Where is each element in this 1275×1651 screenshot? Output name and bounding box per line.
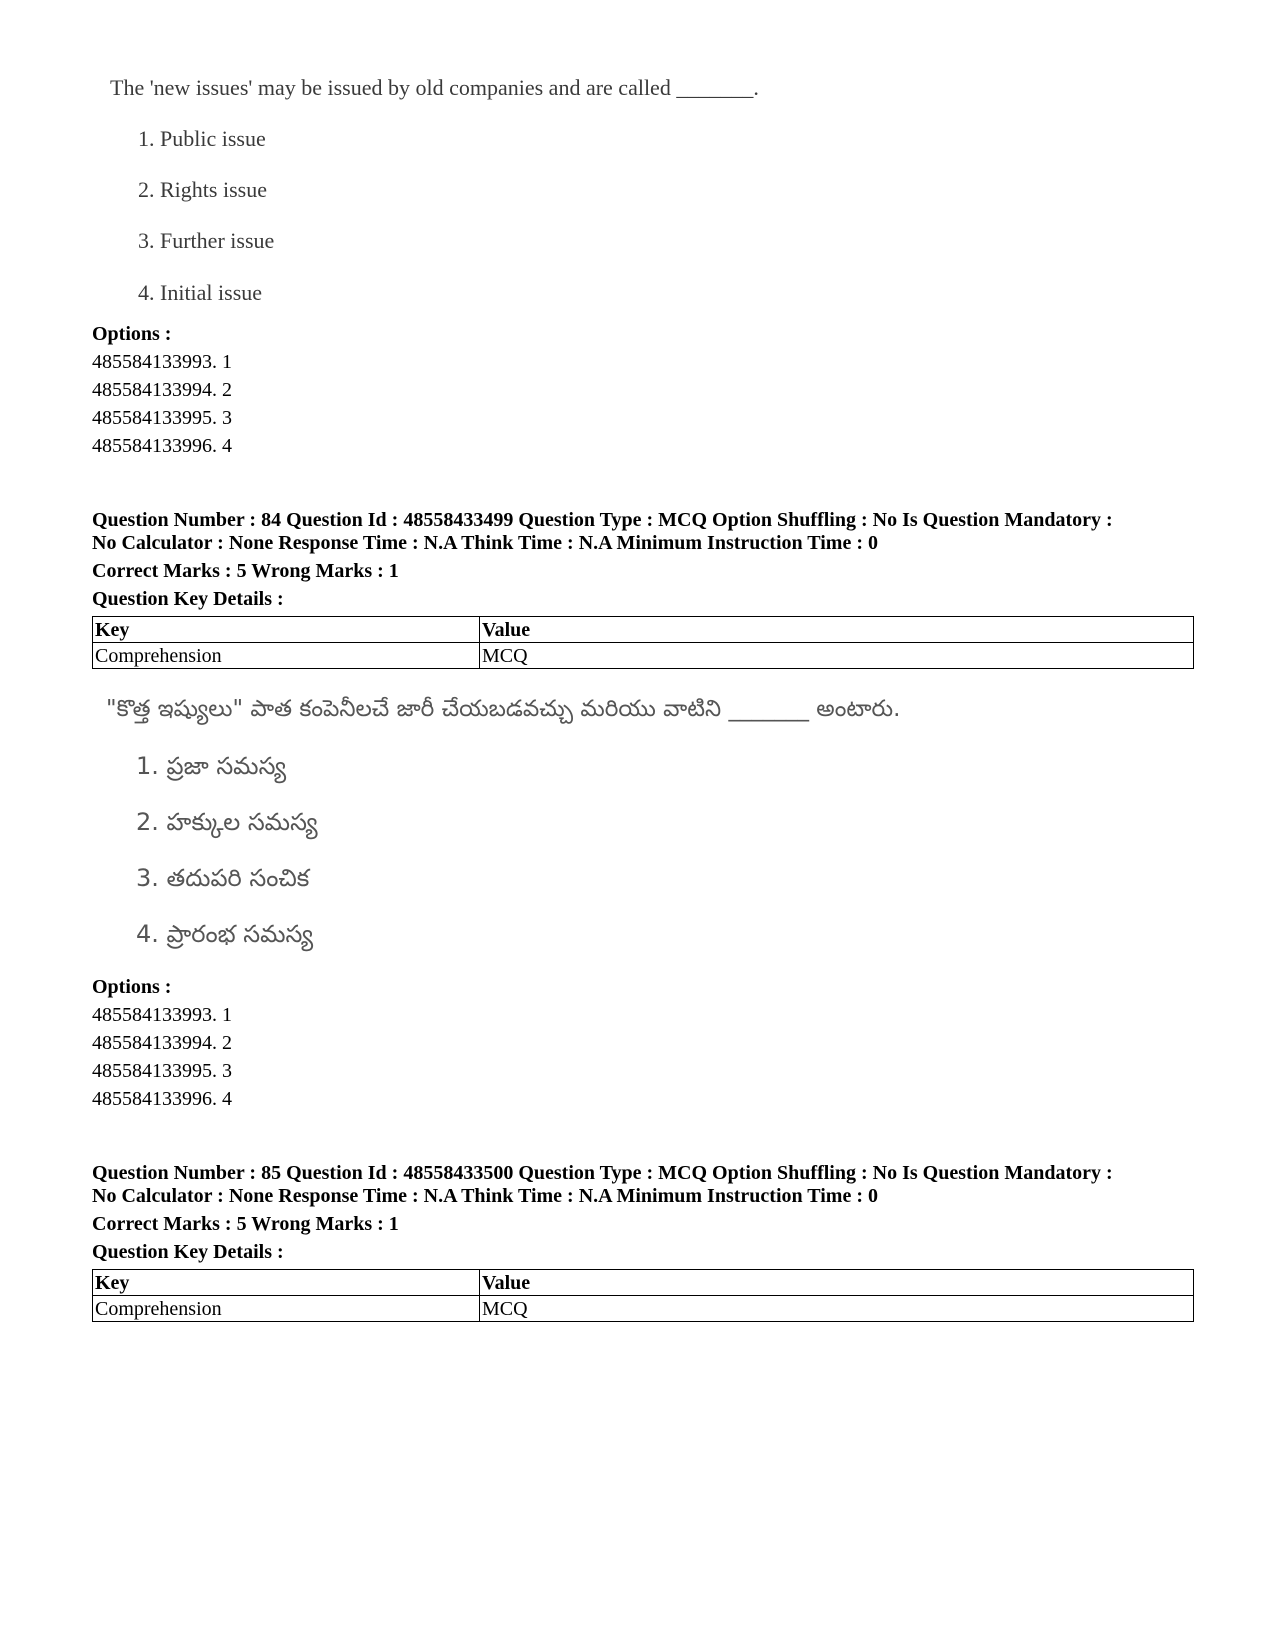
option-id-line: 485584133993. 1	[92, 1004, 232, 1026]
question-option: 2. హక్కుల సమస్య	[136, 808, 318, 836]
question-key-details-label: Question Key Details :	[92, 588, 284, 610]
table-row	[93, 643, 1194, 669]
question-header-line: Question Number : 85 Question Id : 48558433500 Question Type : MCQ Option Shuffling : No Is Question Mandatory :	[92, 1162, 1113, 1184]
question-header-line: Question Number : 84 Question Id : 48558433499 Question Type : MCQ Option Shuffling : No Is Question Mandatory :	[92, 509, 1113, 531]
question-option: 1. Public issue	[138, 126, 266, 151]
question-stem: "కొత్త ఇష్యులు" పాత కంపెనీలచే జారీ చేయబడవచ్చు మరియు వాటిని _______ అంటారు.	[106, 696, 901, 722]
table-header-row	[93, 1270, 1194, 1296]
question-stem: The 'new issues' may be issued by old companies and are called _______.	[110, 75, 759, 100]
question-key-details-label: Question Key Details :	[92, 1241, 284, 1263]
option-id-line: 485584133995. 3	[92, 407, 232, 429]
options-label: Options :	[92, 323, 172, 345]
question-option: 1. ప్రజా సమస్య	[136, 752, 287, 780]
question-header-line: No Calculator : None Response Time : N.A Think Time : N.A Minimum Instruction Time : 0	[92, 1185, 878, 1207]
option-id-line: 485584133993. 1	[92, 351, 232, 373]
question-key-table	[92, 1269, 1194, 1322]
option-id-line: 485584133995. 3	[92, 1060, 232, 1082]
question-option: 4. Initial issue	[138, 280, 263, 305]
table-cell: Comprehension	[93, 643, 480, 669]
options-label: Options :	[92, 976, 172, 998]
table-header-cell: Value	[480, 617, 1194, 643]
question-marks: Correct Marks : 5 Wrong Marks : 1	[92, 560, 399, 582]
table-cell: MCQ	[480, 643, 1194, 669]
option-id-line: 485584133994. 2	[92, 1032, 232, 1054]
question-option: 4. ప్రారంభ సమస్య	[136, 920, 314, 948]
table-header-row	[93, 617, 1194, 643]
question-option: 3. తదుపరి సంచిక	[136, 864, 310, 892]
table-header-cell: Key	[93, 617, 480, 643]
table-row	[93, 1296, 1194, 1322]
table-header-cell: Value	[480, 1270, 1194, 1296]
table-cell: MCQ	[480, 1296, 1194, 1322]
question-key-table	[92, 616, 1194, 669]
table-header-cell: Key	[93, 1270, 480, 1296]
option-id-line: 485584133996. 4	[92, 435, 232, 457]
question-marks: Correct Marks : 5 Wrong Marks : 1	[92, 1213, 399, 1235]
option-id-line: 485584133996. 4	[92, 1088, 232, 1110]
question-option: 2. Rights issue	[138, 177, 267, 202]
table-cell: Comprehension	[93, 1296, 480, 1322]
option-id-line: 485584133994. 2	[92, 379, 232, 401]
question-option: 3. Further issue	[138, 228, 275, 253]
question-header-line: No Calculator : None Response Time : N.A Think Time : N.A Minimum Instruction Time : 0	[92, 532, 878, 554]
